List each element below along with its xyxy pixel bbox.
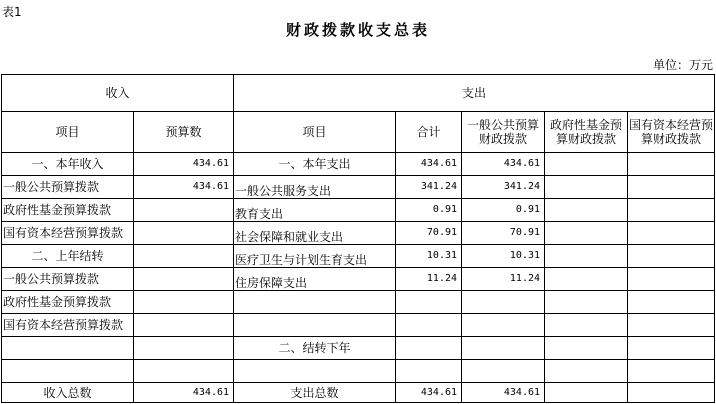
expense-item-cell: 二、结转下年: [234, 337, 396, 360]
col-header-government-fund-budget: 政府性基金预 算财政拨款: [545, 112, 628, 153]
government-fund-budget-cell: [545, 337, 628, 360]
col-header-state-capital-budget: 国有资本经营预 算财政拨款: [628, 112, 715, 153]
table-row: [2, 268, 715, 291]
state-capital-budget-cell: [628, 268, 715, 291]
income-item-cell: 二、上年结转: [2, 245, 134, 268]
table-number-label: 表1: [2, 5, 22, 19]
total-cell: [396, 314, 462, 337]
col-header-total: 合计: [396, 112, 462, 153]
total-cell: 11.24: [396, 268, 462, 291]
state-capital-budget-cell: [628, 360, 715, 383]
table-row: [2, 176, 715, 199]
expense-item-cell: 社会保障和就业支出: [234, 222, 396, 245]
col-header-income-item: 项目: [2, 112, 134, 153]
state-capital-budget-cell: [628, 337, 715, 360]
state-capital-budget-cell: [628, 245, 715, 268]
col-header-expense-item: 项目: [234, 112, 396, 153]
income-budget-cell: 434.61: [134, 153, 234, 176]
section-header-row: [2, 75, 715, 112]
income-item-cell: [2, 337, 134, 360]
total-cell: 341.24: [396, 176, 462, 199]
general-public-budget-cell: 10.31: [462, 245, 545, 268]
income-item-cell: 一、本年收入: [2, 153, 134, 176]
income-total-label: 收入总数: [2, 383, 134, 403]
page-title: 财政拨款收支总表: [285, 21, 430, 39]
total-cell: [396, 291, 462, 314]
general-public-budget-cell: 0.91: [462, 199, 545, 222]
expense-item-cell: [234, 314, 396, 337]
table-row: [2, 245, 715, 268]
general-public-budget-cell: [462, 337, 545, 360]
table-row: [2, 314, 715, 337]
state-capital-budget-cell: [628, 199, 715, 222]
expense-total-label: 支出总数: [234, 383, 396, 403]
expense-item-cell: 教育支出: [234, 199, 396, 222]
expense-item-cell: [234, 291, 396, 314]
unit-label: 单位：万元: [652, 58, 713, 72]
expense-item-cell: [234, 360, 396, 383]
government-fund-budget-cell: [545, 199, 628, 222]
income-item-cell: 一般公共预算拨款: [2, 268, 134, 291]
general-public-budget-cell: 341.24: [462, 176, 545, 199]
income-budget-cell: [134, 268, 234, 291]
state-capital-budget-cell: [628, 222, 715, 245]
income-budget-cell: [134, 337, 234, 360]
income-budget-cell: [134, 199, 234, 222]
general-public-budget-cell: [462, 360, 545, 383]
government-fund-budget-cell: [545, 245, 628, 268]
totals-row: [2, 383, 715, 403]
income-section-header: 收入: [2, 75, 234, 112]
income-item-cell: 政府性基金预算拨款: [2, 291, 134, 314]
government-fund-budget-cell: [545, 153, 628, 176]
government-fund-budget-cell: [545, 222, 628, 245]
total-cell: 10.31: [396, 245, 462, 268]
general-public-budget-total: 434.61: [462, 383, 545, 403]
state-capital-budget-cell: [628, 314, 715, 337]
income-item-cell: [2, 360, 134, 383]
total-cell: 434.61: [396, 153, 462, 176]
total-cell: [396, 360, 462, 383]
total-cell: [396, 337, 462, 360]
state-capital-budget-cell: [628, 153, 715, 176]
table-row: [2, 222, 715, 245]
income-item-cell: 国有资本经营预算拨款: [2, 222, 134, 245]
total-cell: 70.91: [396, 222, 462, 245]
government-fund-budget-cell: [545, 268, 628, 291]
table-row: [2, 337, 715, 360]
government-fund-budget-cell: [545, 176, 628, 199]
expense-total-value: 434.61: [396, 383, 462, 403]
government-fund-budget-total: [545, 383, 628, 403]
general-public-budget-cell: [462, 314, 545, 337]
income-total-value: 434.61: [134, 383, 234, 403]
state-capital-budget-total: [628, 383, 715, 403]
total-cell: 0.91: [396, 199, 462, 222]
income-item-cell: 国有资本经营预算拨款: [2, 314, 134, 337]
expense-item-cell: 一般公共服务支出: [234, 176, 396, 199]
income-budget-cell: [134, 314, 234, 337]
column-header-row: [2, 112, 715, 153]
table-row: [2, 360, 715, 383]
state-capital-budget-cell: [628, 176, 715, 199]
state-capital-budget-cell: [628, 291, 715, 314]
col-header-income-budget: 预算数: [134, 112, 234, 153]
table-row: [2, 199, 715, 222]
government-fund-budget-cell: [545, 291, 628, 314]
income-budget-cell: [134, 360, 234, 383]
col-header-general-public-budget: 一般公共预算 财政拨款: [462, 112, 545, 153]
expense-item-cell: 医疗卫生与计划生育支出: [234, 245, 396, 268]
income-item-cell: 一般公共预算拨款: [2, 176, 134, 199]
general-public-budget-cell: 434.61: [462, 153, 545, 176]
budget-summary-table: [1, 74, 715, 403]
general-public-budget-cell: [462, 291, 545, 314]
income-budget-cell: [134, 222, 234, 245]
income-budget-cell: [134, 245, 234, 268]
income-budget-cell: 434.61: [134, 176, 234, 199]
expense-section-header: 支出: [234, 75, 715, 112]
expense-item-cell: 一、本年支出: [234, 153, 396, 176]
table-row: [2, 153, 715, 176]
expense-item-cell: 住房保障支出: [234, 268, 396, 291]
government-fund-budget-cell: [545, 360, 628, 383]
income-item-cell: 政府性基金预算拨款: [2, 199, 134, 222]
general-public-budget-cell: 70.91: [462, 222, 545, 245]
income-budget-cell: [134, 291, 234, 314]
government-fund-budget-cell: [545, 314, 628, 337]
general-public-budget-cell: 11.24: [462, 268, 545, 291]
table-row: [2, 291, 715, 314]
